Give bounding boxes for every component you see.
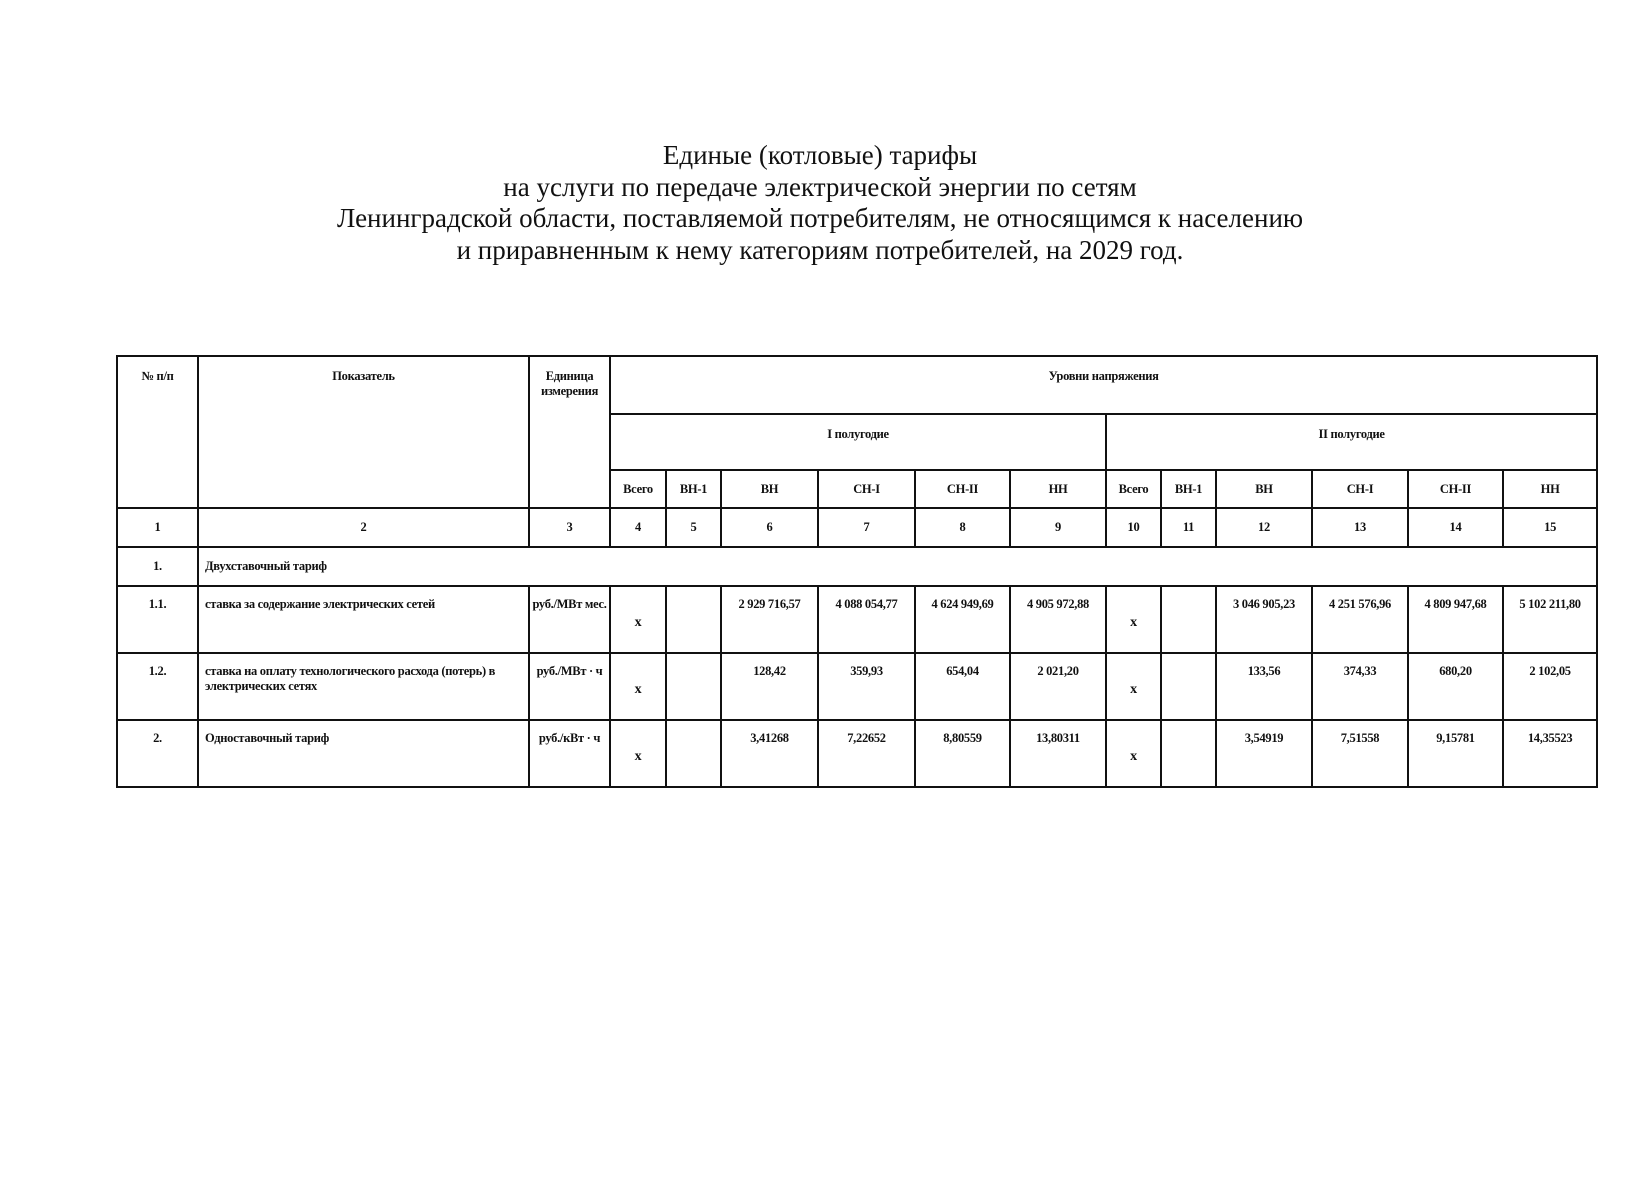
cell-value: 3,54919 [1216, 720, 1312, 787]
cell-value: х [610, 720, 666, 787]
row-num: 1.2. [117, 653, 198, 720]
column-number: 6 [721, 508, 818, 547]
cell-value: х [1106, 720, 1161, 787]
cell-value: 4 809 947,68 [1408, 586, 1503, 653]
header-sub: НН [1503, 470, 1597, 508]
cell-value [1161, 720, 1216, 787]
header-sub: ВН-1 [666, 470, 721, 508]
cell-value [1161, 586, 1216, 653]
header-half-2: II полугодие [1106, 414, 1597, 470]
column-number: 3 [529, 508, 610, 547]
cell-value: 3,41268 [721, 720, 818, 787]
header-sub: Всего [1106, 470, 1161, 508]
header-indicator: Показатель [198, 356, 529, 508]
cell-value [1161, 653, 1216, 720]
row-unit: руб./МВт мес. [529, 586, 610, 653]
header-sub: ВН-1 [1161, 470, 1216, 508]
header-sub: СН-II [1408, 470, 1503, 508]
cell-value: 2 021,20 [1010, 653, 1106, 720]
tariff-table [116, 355, 1598, 788]
row-num: 1.1. [117, 586, 198, 653]
cell-value: 2 102,05 [1503, 653, 1597, 720]
cell-value: 4 624 949,69 [915, 586, 1010, 653]
column-number: 7 [818, 508, 915, 547]
column-number: 15 [1503, 508, 1597, 547]
cell-value: 654,04 [915, 653, 1010, 720]
cell-value: 359,93 [818, 653, 915, 720]
header-unit: Единица измерения [529, 356, 610, 508]
row-num: 1. [117, 547, 198, 586]
row-name: Двухставочный тариф [198, 547, 1597, 586]
header-sub: НН [1010, 470, 1106, 508]
cell-value [666, 653, 721, 720]
cell-value: х [610, 653, 666, 720]
cell-value: 13,80311 [1010, 720, 1106, 787]
row-num: 2. [117, 720, 198, 787]
column-number-row [117, 508, 1597, 547]
cell-value: 5 102 211,80 [1503, 586, 1597, 653]
row-name: Одноставочный тариф [198, 720, 529, 787]
column-number: 8 [915, 508, 1010, 547]
column-number: 11 [1161, 508, 1216, 547]
header-num: № п/п [117, 356, 198, 508]
column-number: 13 [1312, 508, 1408, 547]
cell-value [666, 586, 721, 653]
header-voltage-levels: Уровни напряжения [610, 356, 1597, 414]
cell-value [666, 720, 721, 787]
header-sub: СН-I [1312, 470, 1408, 508]
header-half-1: I полугодие [610, 414, 1106, 470]
column-number: 4 [610, 508, 666, 547]
header-sub: СН-I [818, 470, 915, 508]
column-number: 5 [666, 508, 721, 547]
row-name: ставка за содержание электрических сетей [198, 586, 529, 653]
cell-value: 9,15781 [1408, 720, 1503, 787]
cell-value: 133,56 [1216, 653, 1312, 720]
table-row [117, 653, 1597, 720]
cell-value: х [610, 586, 666, 653]
cell-value: 128,42 [721, 653, 818, 720]
row-unit: руб./кВт · ч [529, 720, 610, 787]
header-sub: ВН [721, 470, 818, 508]
cell-value: 3 046 905,23 [1216, 586, 1312, 653]
title-line-2: на услуги по передаче электрической энергии по сетям [503, 171, 1137, 202]
column-number: 14 [1408, 508, 1503, 547]
cell-value: х [1106, 653, 1161, 720]
column-number: 10 [1106, 508, 1161, 547]
title-line-4: и приравненным к нему категориям потребителей, на 2029 год. [456, 234, 1184, 265]
column-number: 1 [117, 508, 198, 547]
row-unit: руб./МВт · ч [529, 653, 610, 720]
cell-value: 14,35523 [1503, 720, 1597, 787]
column-number: 9 [1010, 508, 1106, 547]
cell-value: 7,22652 [818, 720, 915, 787]
title-line-1: Единые (котловые) тарифы [662, 140, 978, 170]
table-row-section [117, 547, 1597, 586]
cell-value: 374,33 [1312, 653, 1408, 720]
header-sub: СН-II [915, 470, 1010, 508]
title-line-3: Ленинградской области, поставляемой потребителям, не относящимся к населению [336, 203, 1304, 233]
column-number: 12 [1216, 508, 1312, 547]
cell-value: 680,20 [1408, 653, 1503, 720]
cell-value: х [1106, 586, 1161, 653]
cell-value: 7,51558 [1312, 720, 1408, 787]
column-number: 2 [198, 508, 529, 547]
table-row [117, 586, 1597, 653]
cell-value: 4 088 054,77 [818, 586, 915, 653]
cell-value: 4 905 972,88 [1010, 586, 1106, 653]
header-sub: ВН [1216, 470, 1312, 508]
header-row-1 [117, 356, 1597, 414]
row-name: ставка на оплату технологического расхода (потерь) в электрических сетях [198, 653, 529, 720]
document-title [0, 140, 1626, 266]
header-sub: Всего [610, 470, 666, 508]
table-row [117, 720, 1597, 787]
cell-value: 8,80559 [915, 720, 1010, 787]
cell-value: 2 929 716,57 [721, 586, 818, 653]
cell-value: 4 251 576,96 [1312, 586, 1408, 653]
